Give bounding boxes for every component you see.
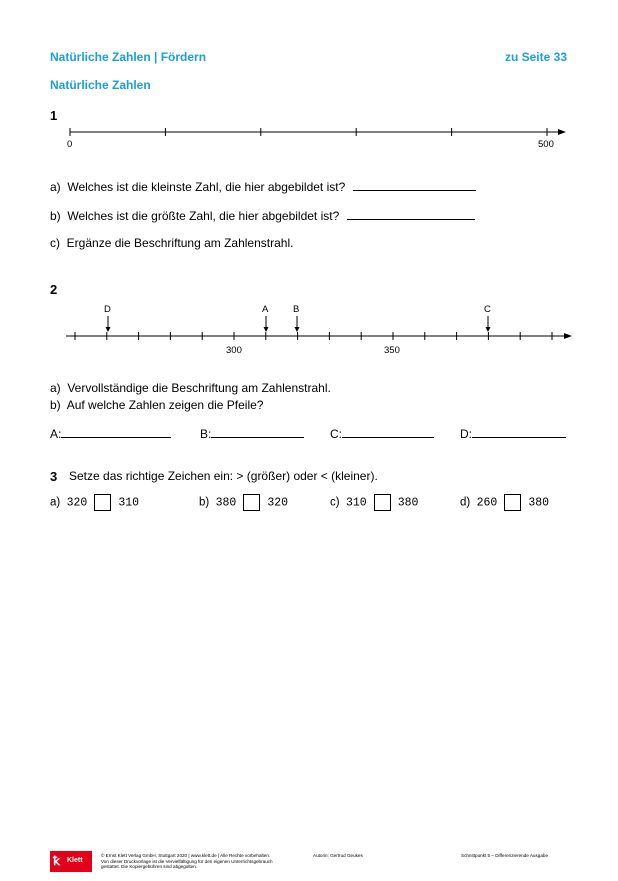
answer-label: C: (330, 427, 342, 441)
question-label: b) (50, 209, 61, 223)
number-line-1 (60, 120, 570, 155)
tick-label-350: 350 (384, 345, 400, 356)
section-subtitle: Natürliche Zahlen (50, 78, 151, 92)
number-line-2 (60, 300, 575, 345)
answer-line-c[interactable] (342, 425, 434, 438)
right-number: 320 (267, 496, 289, 510)
right-number: 380 (397, 496, 419, 510)
item-label: d) (460, 496, 471, 509)
item-label: c) (330, 496, 340, 509)
copyright-line: gestattet. Die Kopiergebühren sind abgegolten. (101, 864, 198, 870)
arrow-d (106, 316, 111, 332)
answer-line-d[interactable] (472, 425, 566, 438)
arrow-label-a: A (262, 304, 269, 315)
arrow-a (264, 316, 269, 332)
item-label: a) (50, 496, 61, 509)
question-2a (50, 381, 331, 395)
answer-label: B: (200, 427, 212, 441)
question-label: a) (50, 180, 61, 194)
question-1c (50, 236, 293, 250)
series-info: Schnittpunkt 5 – Differenzierende Ausgabe (461, 853, 549, 858)
question-1a (50, 178, 476, 194)
left-number: 320 (66, 496, 88, 510)
question-text: Vervollständige die Beschriftung am Zahlenstrahl. (67, 381, 331, 395)
question-text: Welches ist die größte Zahl, die hier abgebildet ist? (67, 209, 340, 223)
tick-label-0: 0 (67, 139, 73, 150)
arrow-b (295, 316, 300, 332)
compare-item-d (460, 494, 549, 511)
copyright-line: © Ernst Klett Verlag GmbH, Stuttgart 2020 | www.klett.de | Alle Rechte vorbehalten. (101, 853, 271, 858)
task-number-2: 2 (50, 282, 58, 297)
tick-label-300: 300 (226, 345, 242, 356)
compare-item-b (199, 494, 288, 511)
klett-logo (50, 851, 92, 872)
answer-label: A: (50, 427, 62, 441)
left-number: 260 (476, 496, 498, 510)
answer-box-d[interactable] (504, 494, 521, 511)
question-2b (50, 398, 263, 412)
page-reference: zu Seite 33 (504, 50, 567, 64)
answer-b (200, 425, 304, 441)
answer-label: D: (460, 427, 472, 441)
left-number: 380 (215, 496, 237, 510)
logo-mark: ꝁ (53, 854, 60, 868)
logo-text: Klett (67, 857, 83, 864)
answer-d (460, 425, 566, 441)
compare-item-a (50, 494, 139, 511)
arrow-label-b: B (293, 304, 300, 315)
task-number-1: 1 (50, 108, 58, 123)
arrow-c (486, 316, 491, 332)
question-label: a) (50, 381, 61, 395)
task-number-3: 3 (50, 469, 58, 484)
answer-line-1b[interactable] (347, 207, 475, 220)
arrow-label-d: D (104, 304, 111, 315)
copyright-notice (101, 853, 273, 870)
question-text: Auf welche Zahlen zeigen die Pfeile? (66, 398, 264, 412)
copyright-line: Von dieser Druckvorlage ist die Vervielfältigung für den eigenen Unterrichtsgebrauch (101, 858, 273, 864)
worksheet-title: Natürliche Zahlen | Fördern (50, 50, 207, 64)
task3-instruction: Setze das richtige Zeichen ein: > (größer) oder < (kleiner). (69, 469, 378, 483)
tick-label-500: 500 (538, 139, 554, 150)
answer-line-b[interactable] (211, 425, 304, 438)
question-text: Ergänze die Beschriftung am Zahlenstrahl. (66, 236, 294, 250)
left-number: 310 (345, 496, 367, 510)
answer-box-c[interactable] (374, 494, 391, 511)
answer-box-a[interactable] (94, 494, 111, 511)
question-text: Welches ist die kleinste Zahl, die hier abgebildet ist? (67, 180, 346, 194)
item-label: b) (199, 496, 210, 509)
right-number: 310 (118, 496, 140, 510)
answer-box-b[interactable] (243, 494, 260, 511)
answer-line-a[interactable] (61, 425, 171, 438)
question-label: c) (50, 236, 60, 250)
answer-a (50, 425, 171, 441)
question-1b (50, 207, 475, 223)
author-credit: Autorin: Gertrud Geukes (313, 853, 363, 858)
arrow-label-c: C (484, 304, 491, 315)
answer-line-1a[interactable] (353, 178, 476, 191)
answer-c (330, 425, 434, 441)
compare-item-c (330, 494, 418, 511)
question-label: b) (50, 398, 61, 412)
right-number: 380 (528, 496, 550, 510)
